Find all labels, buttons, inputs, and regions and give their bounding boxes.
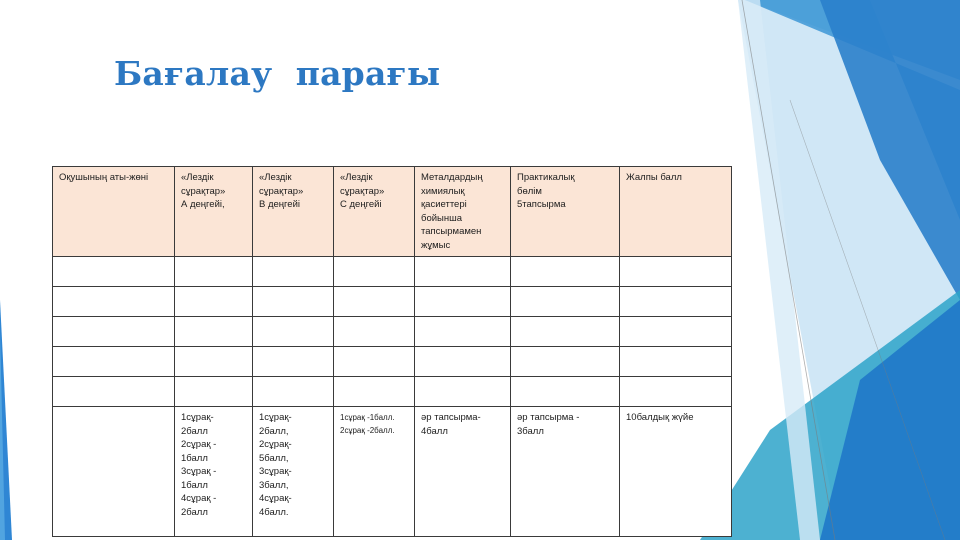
table-row (53, 317, 732, 347)
score-row (53, 407, 732, 537)
table-row (53, 257, 732, 287)
score-cell-student-name (53, 407, 175, 537)
table-cell[interactable] (511, 287, 620, 317)
table-cell[interactable] (53, 377, 175, 407)
table-cell[interactable] (511, 257, 620, 287)
table-cell[interactable] (334, 317, 415, 347)
table-cell[interactable] (620, 287, 732, 317)
table-cell[interactable] (620, 347, 732, 377)
assessment-table (52, 166, 732, 537)
table-cell[interactable] (415, 287, 511, 317)
table-cell[interactable] (511, 377, 620, 407)
table-cell[interactable] (53, 317, 175, 347)
score-cell-practical: әр тапсырма - 3балл (511, 407, 620, 537)
table-cell[interactable] (511, 347, 620, 377)
score-cell-total-score: 10балдық жүйе (620, 407, 732, 537)
table-cell[interactable] (334, 347, 415, 377)
table-cell[interactable] (620, 317, 732, 347)
table-row (53, 377, 732, 407)
score-cell-level-b: 1сұрақ- 2балл, 2сұрақ- 5балл, 3сұрақ- 3балл, 4сұрақ- 4балл. (253, 407, 334, 537)
header-cell-level-b: «Лездік сұрақтар» В деңгейі (253, 167, 334, 257)
table-cell[interactable] (253, 347, 334, 377)
header-cell-level-a: «Лездік сұрақтар» А деңгейі, (175, 167, 253, 257)
table-row (53, 347, 732, 377)
table-cell[interactable] (620, 377, 732, 407)
score-cell-level-c: 1сұрақ -1балл. 2сұрақ -2балл. (334, 407, 415, 537)
table-cell[interactable] (253, 257, 334, 287)
table-cell[interactable] (511, 317, 620, 347)
table-cell[interactable] (175, 257, 253, 287)
header-cell-total-score: Жалпы балл (620, 167, 732, 257)
header-cell-metals-task: Металдардың химиялық қасиеттері бойынша тапсырмамен жұмыс (415, 167, 511, 257)
header-row (53, 167, 732, 257)
table-cell[interactable] (334, 287, 415, 317)
slide-title: Бағалау парағы (114, 54, 441, 93)
table-cell[interactable] (175, 377, 253, 407)
table-cell[interactable] (175, 317, 253, 347)
header-cell-student-name: Оқушының аты-жөні (53, 167, 175, 257)
score-cell-metals-task: әр тапсырма- 4балл (415, 407, 511, 537)
table-cell[interactable] (175, 347, 253, 377)
table-row (53, 287, 732, 317)
table-cell[interactable] (415, 377, 511, 407)
table-cell[interactable] (415, 347, 511, 377)
table-cell[interactable] (175, 287, 253, 317)
table-cell[interactable] (334, 257, 415, 287)
table-cell[interactable] (253, 377, 334, 407)
table-cell[interactable] (620, 257, 732, 287)
table-cell[interactable] (253, 317, 334, 347)
table-cell[interactable] (53, 257, 175, 287)
table-cell[interactable] (334, 377, 415, 407)
score-cell-level-a: 1сұрақ- 2балл 2сұрақ - 1балл 3сұрақ - 1балл 4сұрақ - 2балл (175, 407, 253, 537)
table-cell[interactable] (253, 287, 334, 317)
table-cell[interactable] (53, 347, 175, 377)
table-cell[interactable] (53, 287, 175, 317)
table-cell[interactable] (415, 257, 511, 287)
header-cell-practical: Практикалық бөлім 5тапсырма (511, 167, 620, 257)
table-cell[interactable] (415, 317, 511, 347)
header-cell-level-c: «Лездік сұрақтар» С деңгейі (334, 167, 415, 257)
